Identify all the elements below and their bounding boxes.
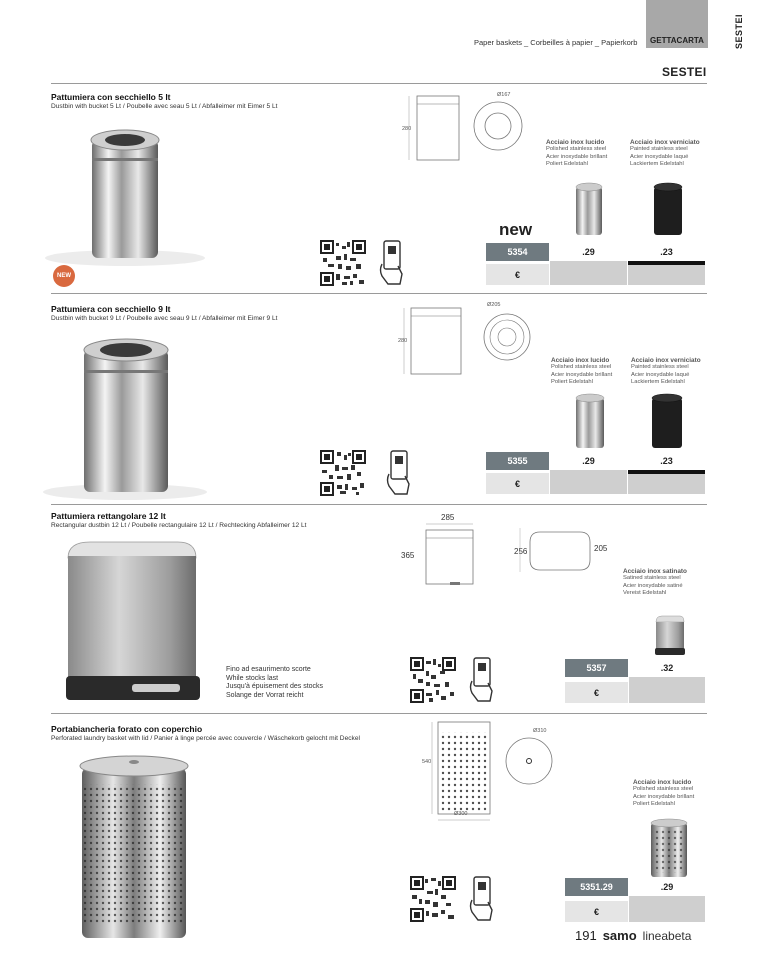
product-subtitle: Dustbin with bucket 5 Lt / Poubelle avec seau 5 Lt / Abfalleimer mit Eimer 5 Lt (51, 103, 278, 110)
stock-line: Solange der Vorrat reicht (226, 691, 304, 699)
stock-note (226, 666, 323, 700)
price-satined: .32 (660, 663, 674, 673)
finish-title: Acciaio inox lucido (633, 779, 692, 786)
page-number: 191 (575, 928, 597, 943)
product-title: Pattumiera rettangolare 12 lt (51, 511, 166, 521)
finish-line: Painted stainless steel (630, 146, 688, 152)
finish-line: Poliert Edelstahl (633, 801, 675, 808)
product-subtitle: Perforated laundry basket with lid / Panier à linge percée avec couvercle / Wäschekorb gelocht mit Deckel (51, 735, 360, 742)
qr-code-icon[interactable] (320, 450, 366, 496)
dim-height: 540 (422, 759, 432, 765)
finish-line: Poliert Edelstahl (551, 379, 593, 386)
dim-height: 280 (398, 338, 408, 344)
finish-line: Polished stainless steel (551, 364, 612, 370)
stock-line: Fino ad esaurimento scorte (226, 666, 311, 673)
dimension-drawing-side (398, 304, 468, 378)
currency: € (565, 901, 628, 922)
product-code: 5355 (486, 452, 549, 470)
price-bar-painted-fill (628, 265, 705, 285)
footer (575, 928, 691, 943)
dimension-drawing-side (428, 716, 494, 824)
phone-scan-icon (378, 240, 406, 286)
product-code: 5354 (486, 243, 549, 261)
finish-line: Lackiertem Edelstahl (631, 379, 685, 386)
divider (51, 504, 707, 505)
thumb-painted (650, 392, 684, 450)
finish-line: Polished stainless steel (546, 146, 607, 152)
dimension-drawing-top (504, 736, 554, 786)
finish-title: Acciaio inox satinato (623, 568, 687, 575)
finish-painted (631, 357, 701, 387)
product-image-rect-dustbin (60, 536, 220, 712)
collection-title: SESTEI (662, 65, 707, 79)
dim-depth: 205 (594, 544, 608, 553)
finish-line: Lackiertem Edelstahl (630, 161, 684, 168)
qr-code-icon[interactable] (410, 876, 456, 922)
dimension-drawing-top (482, 312, 532, 362)
finish-line: Vereist Edelstahl (623, 590, 667, 597)
finish-polished (546, 139, 607, 169)
finish-line: Acier inoxydable laqué (630, 153, 689, 160)
stock-line: While stocks last (226, 674, 279, 682)
brand-line: lineabeta (642, 929, 692, 943)
thumb-polished (648, 817, 690, 879)
dim-diameter-top: Ø310 (533, 728, 547, 734)
price-painted: .23 (660, 247, 673, 257)
product-image-laundry-basket (70, 750, 200, 942)
phone-scan-icon (385, 450, 413, 496)
phone-scan-icon (468, 657, 496, 703)
thumb-polished (574, 181, 604, 237)
dim-width: 285 (441, 513, 455, 522)
category-tab (646, 0, 708, 48)
new-badge: NEW (53, 265, 75, 287)
currency: € (565, 682, 628, 703)
dim-height: 365 (401, 551, 415, 560)
finish-line: Satined stainless steel (623, 575, 681, 581)
product-code: 5357 (565, 659, 628, 677)
price-polished: .29 (582, 247, 595, 257)
finish-title: Acciaio inox verniciato (630, 139, 700, 146)
finish-polished (633, 779, 694, 809)
dimension-drawing-side (418, 522, 478, 590)
brand-logo: samo (602, 928, 637, 943)
finish-line: Acier inoxydable laqué (631, 371, 690, 378)
qr-code-icon[interactable] (410, 657, 456, 703)
divider (51, 713, 707, 714)
divider (51, 293, 707, 294)
product-image-dustbin-5 (40, 118, 220, 268)
finish-line: Poliert Edelstahl (546, 161, 588, 168)
dim-height: 280 (402, 126, 412, 132)
thumb-polished (574, 392, 606, 450)
product-subtitle: Rectangular dustbin 12 Lt / Poubelle rectangulaire 12 Lt / Rechtecking Abfalleimer 12 Lt (51, 522, 307, 529)
divider (51, 83, 707, 84)
finish-line: Painted stainless steel (631, 364, 689, 370)
dim-diameter-base: Ø300 (454, 811, 468, 817)
phone-scan-icon (468, 876, 496, 922)
finish-line: Polished stainless steel (633, 786, 694, 792)
dim-diameter: Ø167 (497, 92, 511, 98)
currency: € (486, 264, 549, 285)
finish-title: Acciaio inox lucido (546, 139, 605, 146)
product-image-dustbin-9 (40, 328, 220, 500)
price-polished: .29 (582, 456, 595, 466)
thumb-satined (652, 614, 688, 658)
price-bar-polished (629, 896, 705, 922)
product-title: Pattumiera con secchiello 5 lt (51, 92, 171, 102)
product-title: Portabiancheria forato con coperchio (51, 724, 203, 734)
finish-painted (630, 139, 700, 169)
price-bar-polished (550, 470, 627, 494)
price-polished: .29 (660, 882, 674, 892)
price-bar-painted-fill (628, 474, 705, 494)
finish-polished (551, 357, 612, 387)
finish-line: Acier inoxydable satiné (623, 582, 683, 589)
side-label: SESTEI (734, 14, 744, 50)
thumb-painted (652, 181, 684, 237)
dim-diameter: Ø205 (487, 302, 501, 308)
finish-title: Acciaio inox verniciato (631, 357, 701, 364)
breadcrumb: Paper baskets _ Corbeilles à papier _ Papierkorb (474, 38, 638, 47)
category-label: GETTACARTA (650, 36, 704, 45)
dimension-drawing-top (518, 526, 594, 574)
dimension-drawing-top (472, 100, 524, 152)
price-bar-polished (550, 261, 627, 285)
dim-length: 256 (514, 547, 528, 556)
product-code: 5351.29 (565, 878, 628, 896)
price-bar-satined (629, 677, 705, 703)
finish-line: Acier inoxydable brillant (546, 153, 608, 160)
currency: € (486, 473, 549, 494)
finish-title: Acciaio inox lucido (551, 357, 610, 364)
new-label: new (499, 220, 533, 239)
price-painted: .23 (660, 456, 673, 466)
product-title: Pattumiera con secchiello 9 lt (51, 304, 171, 314)
finish-line: Acier inoxydable brillant (633, 793, 695, 800)
qr-code-icon[interactable] (320, 240, 366, 286)
product-subtitle: Dustbin with bucket 9 Lt / Poubelle avec seau 9 Lt / Abfalleimer mit Eimer 9 Lt (51, 315, 278, 322)
stock-line: Jusqu'à épuisement des stocks (226, 683, 324, 691)
finish-satined (623, 568, 687, 598)
finish-line: Acier inoxydable brillant (551, 371, 613, 378)
